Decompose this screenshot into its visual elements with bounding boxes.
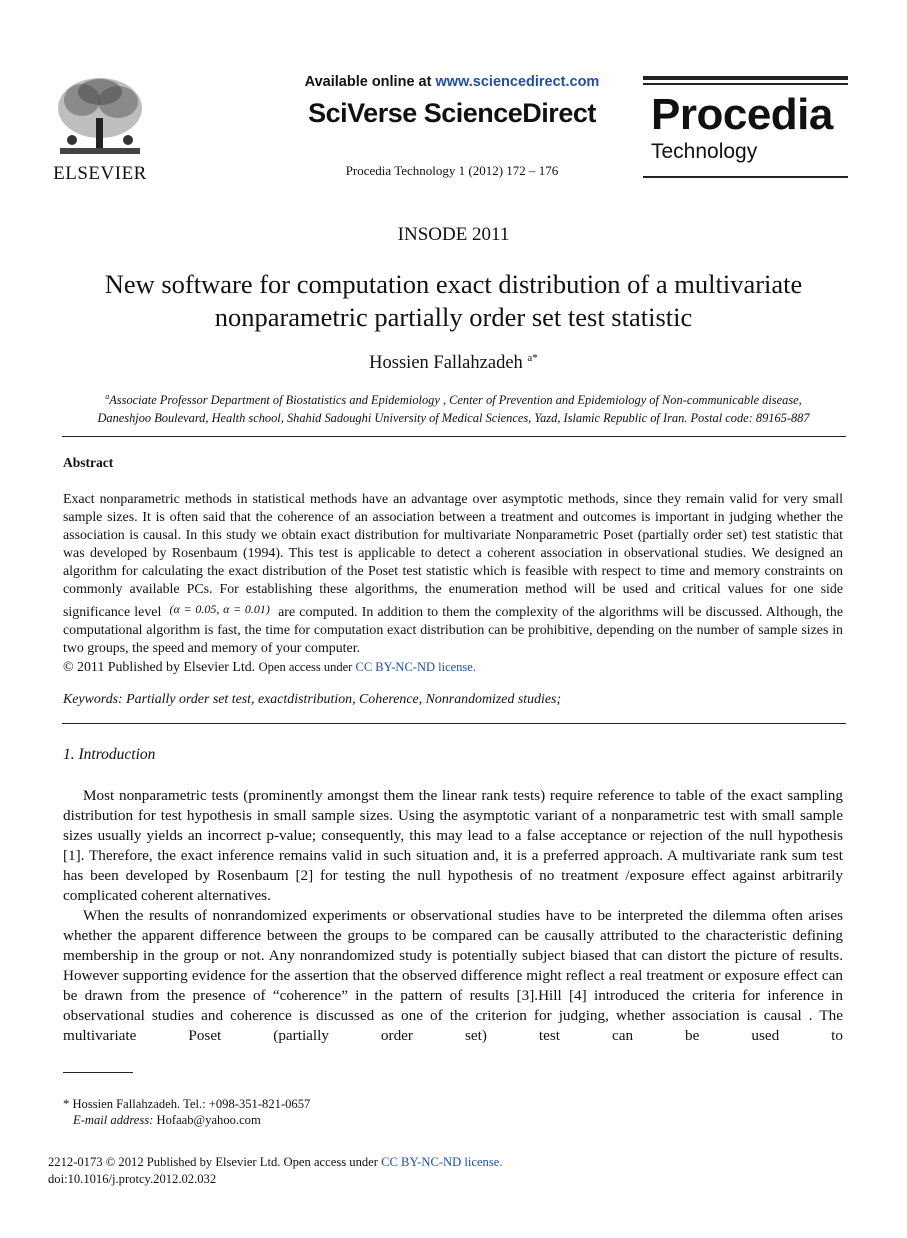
elsevier-tree-icon bbox=[52, 74, 148, 156]
section-heading: 1. Introduction bbox=[63, 746, 156, 763]
keywords: Keywords: Partially order set test, exactdistribution, Coherence, Nonrandomized studies; bbox=[63, 692, 562, 707]
abstract-body bbox=[63, 491, 843, 677]
footer-copyright-text: 2212-0173 © 2012 Published by Elsevier Ltd. Open access under bbox=[48, 1155, 382, 1169]
title-line-1: New software for computation exact distribution of a multivariate bbox=[104, 269, 803, 299]
procedia-title: Procedia bbox=[651, 90, 833, 139]
sciverse-logo: SciVerse ScienceDirect bbox=[308, 98, 596, 128]
abstract-text-1: Exact nonparametric methods in statistical methods have an advantage over asymptotic methods, since they remain valid for very small sample sizes. It is often said that the coherence of an association between a treatment and outcomes is important in judging whether the association is causal. In this study we obtain exact distribution for multivariate Nonparametric Poset (partially order set) test statistic that was developed by Rosenbaum (1994). This test is applicable to detect a coherent association in observational studies. We designed an algorithm for calculating the exact distribution of the Poset test statistic which is feasible with respect to time and memory constraints on commonly available PCs. For establishing these algorithms, the enumeration method will be used and critical values for one side significance level bbox=[63, 492, 843, 620]
available-online bbox=[190, 74, 714, 90]
procedia-subtitle: Technology bbox=[651, 140, 758, 163]
procedia-brand bbox=[643, 76, 848, 178]
footnote bbox=[63, 1096, 310, 1128]
footer-copyright bbox=[48, 1154, 503, 1171]
sciencedirect-link[interactable]: www.sciencedirect.com bbox=[435, 74, 600, 90]
intro-body bbox=[63, 786, 843, 1066]
divider-abstract bbox=[62, 723, 846, 724]
author-line bbox=[0, 352, 907, 374]
intro-paragraph-1: Most nonparametric tests (prominently amongst them the linear rank tests) require reference to table of the exact sampling distribution for test hypothesis in small sample sizes. Using the asymptotic variant of a nonparametric test with small sample sizes usually yields an incorrect p-value; consequently, this may lead to a false acceptance or rejection of the null hypothesis [1]. Therefore, the exact inference remains valid in such situation and, it is a preferred approach. A multivariate rank sum test has been developed by Rosenbaum [2] for testing the null hypothesis of no treatment /exposure effect against arbitrarily complicated coherent alternatives. bbox=[63, 787, 843, 904]
affiliation bbox=[30, 388, 877, 427]
affiliation-line-1: $^a$Associate Professor Department of Biostatistics and Epidemiology , Center of Prevention and Epidemiology of Non-communicable disease, bbox=[105, 392, 802, 408]
footer-license-link[interactable]: CC BY-NC-ND license. bbox=[381, 1155, 503, 1169]
email-label: E-mail address: bbox=[73, 1113, 154, 1127]
divider-top bbox=[62, 436, 846, 437]
abstract-heading: Abstract bbox=[63, 455, 114, 470]
abstract-copyright: © 2011 Published by Elsevier Ltd. bbox=[63, 659, 256, 675]
abstract-formula: (α = 0.05, α = 0.01) bbox=[169, 601, 270, 616]
footnote-rule bbox=[63, 1072, 133, 1073]
page-footer bbox=[48, 1154, 503, 1188]
abstract-open-access: Open access under bbox=[258, 659, 356, 674]
affiliation-mark: a bbox=[105, 392, 110, 401]
author-mark: a* bbox=[527, 352, 538, 364]
abstract-text-2: are computed. In addition to them the complexity of the algorithms will be discussed. Although, the computational algorithm is fast, the time for computation exact distribution can be prohibitive, depending on the number of sample sizes in two groups, the speed and memory of your computer. bbox=[63, 604, 843, 656]
footer-doi: doi:10.1016/j.protcy.2012.02.032 bbox=[48, 1172, 217, 1186]
conference-name: INSODE 2011 bbox=[397, 224, 510, 245]
footnote-email bbox=[63, 1112, 310, 1128]
author-name: Hossien Fallahzadeh bbox=[369, 353, 523, 374]
affiliation-line-2: Daneshjoo Boulevard, Health school, Shahid Sadoughi University of Medical Sciences, Yazd, Islamic Republic of Iran. Postal code: 89165-887 bbox=[97, 411, 810, 426]
footnote-contact: * Hossien Fallahzadeh. Tel.: +098-351-821-0657 bbox=[63, 1097, 311, 1111]
paper-title bbox=[40, 268, 867, 334]
intro-paragraph-2: When the results of nonrandomized experiments or observational studies have to be interpreted the dilemma often arises whether the apparent difference between the groups to be compared can be causally attributed to the characteristic defining membership in the group or not. Any nonrandomized study is potentially subject biased that can distort the picture of results. However supporting evidence for the assertion that the observed difference might reflect a real treatment or exposure effect can be drawn from the presence of “coherence” in the pattern of results [3].Hill [4] introduced the criteria for inference in observational studies and coherence is discussed as one of the criterion for judging, whether association is causal . The multivariate Poset (partially order set) test can be used to bbox=[63, 907, 843, 1044]
available-prefix: Available online at bbox=[304, 74, 436, 90]
journal-reference: Procedia Technology 1 (2012) 172 – 176 bbox=[345, 163, 559, 178]
elsevier-logo bbox=[52, 74, 148, 184]
title-line-2: nonparametric partially order set test statistic bbox=[214, 302, 693, 332]
abstract-license-link[interactable]: CC BY-NC-ND license. bbox=[355, 659, 476, 674]
publisher-name: ELSEVIER bbox=[53, 163, 147, 184]
email-address[interactable]: Hofaab@yahoo.com bbox=[153, 1113, 261, 1127]
